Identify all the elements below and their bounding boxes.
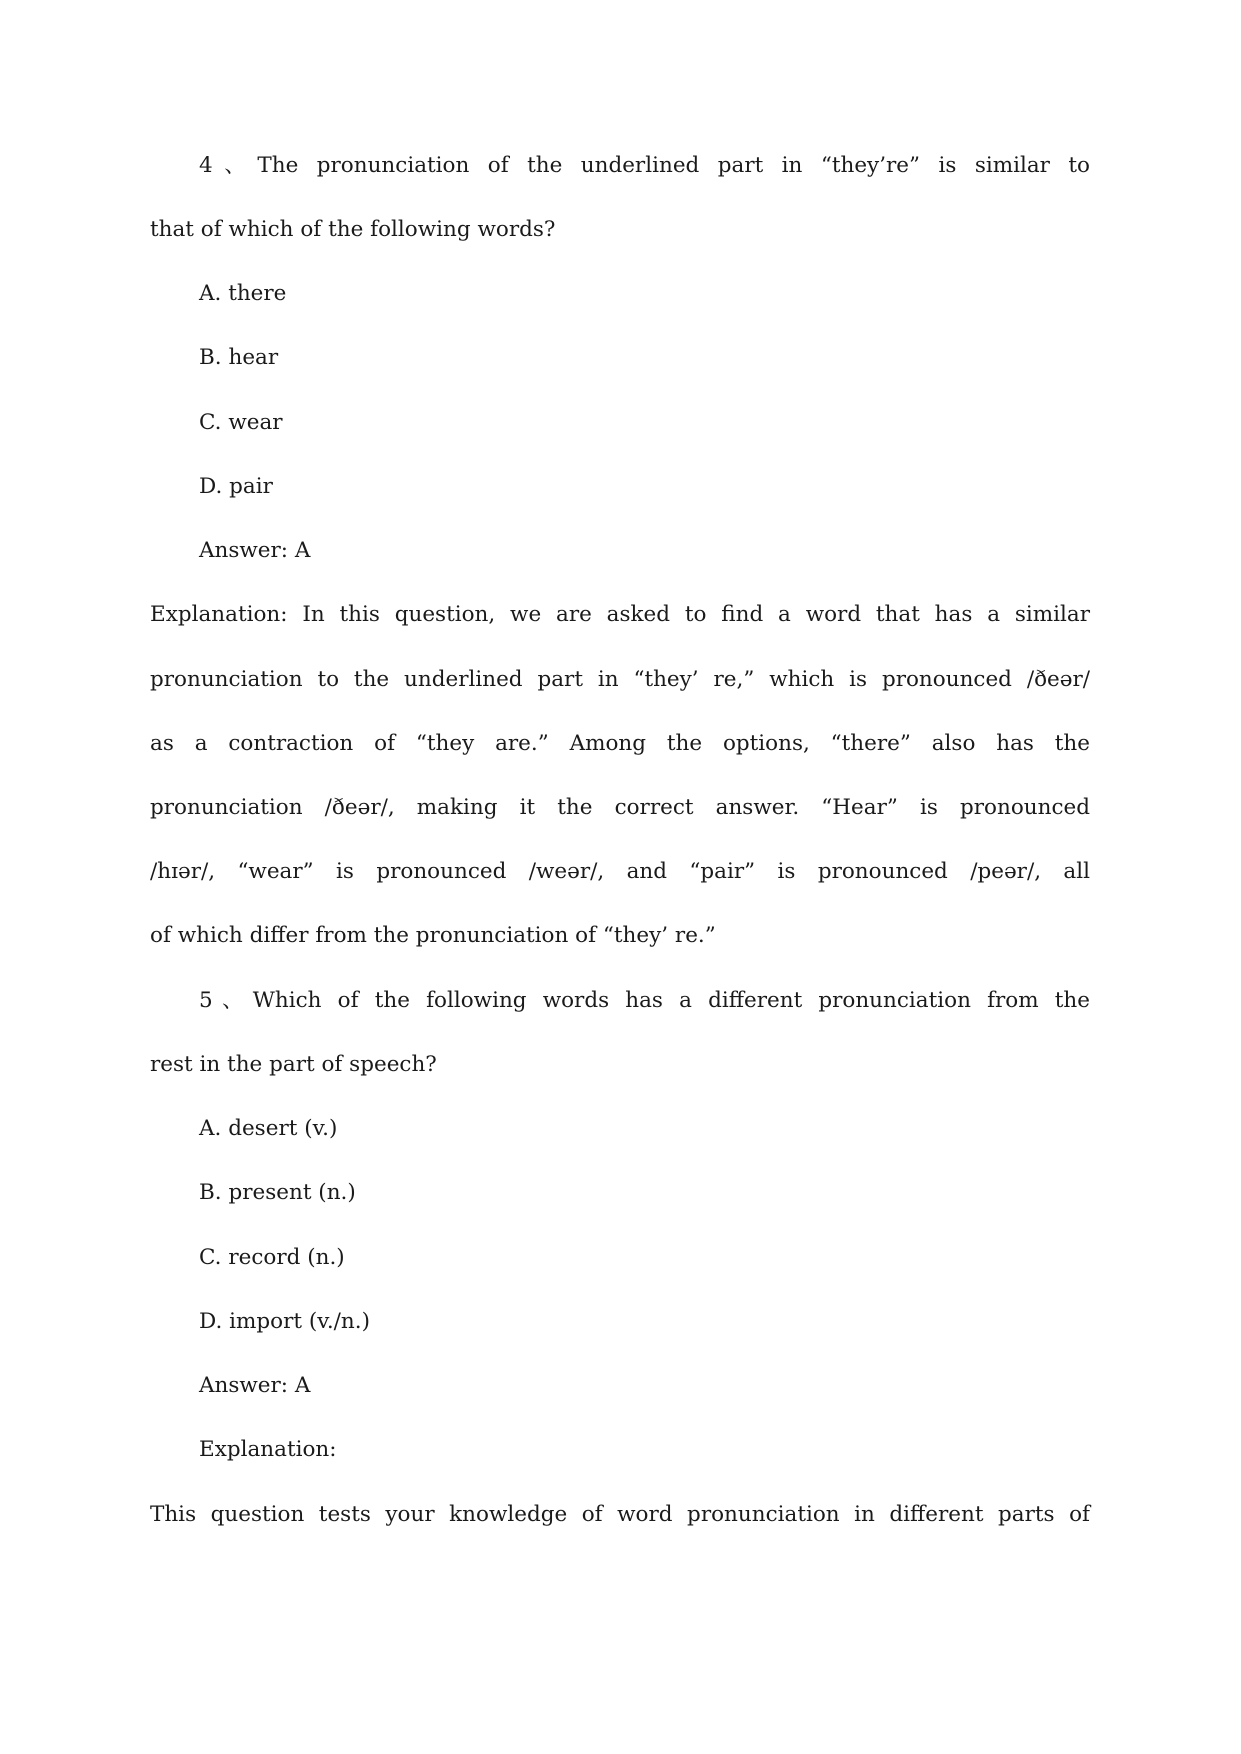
question-5-option-a: A. desert (v.) <box>199 1116 338 1141</box>
question-4-answer: Answer: A <box>199 538 311 563</box>
question-5-option-b: B. present (n.) <box>199 1180 356 1205</box>
question-4-option-b: B. hear <box>199 345 279 370</box>
question-5-option-d: D. import (v./n.) <box>199 1309 370 1334</box>
question-4-explanation-line-2: pronunciation to the underlined part in “they’ re,” which is pronounced /ðeər/ <box>150 667 1090 692</box>
question-4-explanation-line-5: /hɪər/, “wear” is pronounced /weər/, and “pair” is pronounced /peər/, all <box>150 859 1090 884</box>
question-4-stem-line-1: 4、The pronunciation of the underlined part in “they’re” is similar to <box>199 153 1090 178</box>
question-4-explanation-line-4: pronunciation /ðeər/, making it the correct answer. “Hear” is pronounced <box>150 795 1090 820</box>
question-4-option-c: C. wear <box>199 410 283 435</box>
question-4-option-a: A. there <box>199 281 287 306</box>
question-5-explanation-label: Explanation: <box>199 1437 337 1462</box>
question-5-stem-line-1: 5、Which of the following words has a different pronunciation from the <box>199 988 1090 1013</box>
question-4-explanation-line-6: of which differ from the pronunciation of “they’ re.” <box>150 923 716 948</box>
question-4-option-d: D. pair <box>199 474 273 499</box>
question-5-answer: Answer: A <box>199 1373 311 1398</box>
question-4-explanation-line-1: Explanation: In this question, we are asked to find a word that has a similar <box>150 602 1090 627</box>
question-5-option-c: C. record (n.) <box>199 1245 345 1270</box>
question-5-explanation-line-1: This question tests your knowledge of word pronunciation in different parts of <box>150 1502 1090 1527</box>
question-4-explanation-line-3: as a contraction of “they are.” Among the options, “there” also has the <box>150 731 1090 756</box>
question-5-stem-line-2: rest in the part of speech? <box>150 1052 437 1077</box>
question-4-stem-line-2: that of which of the following words? <box>150 217 556 242</box>
